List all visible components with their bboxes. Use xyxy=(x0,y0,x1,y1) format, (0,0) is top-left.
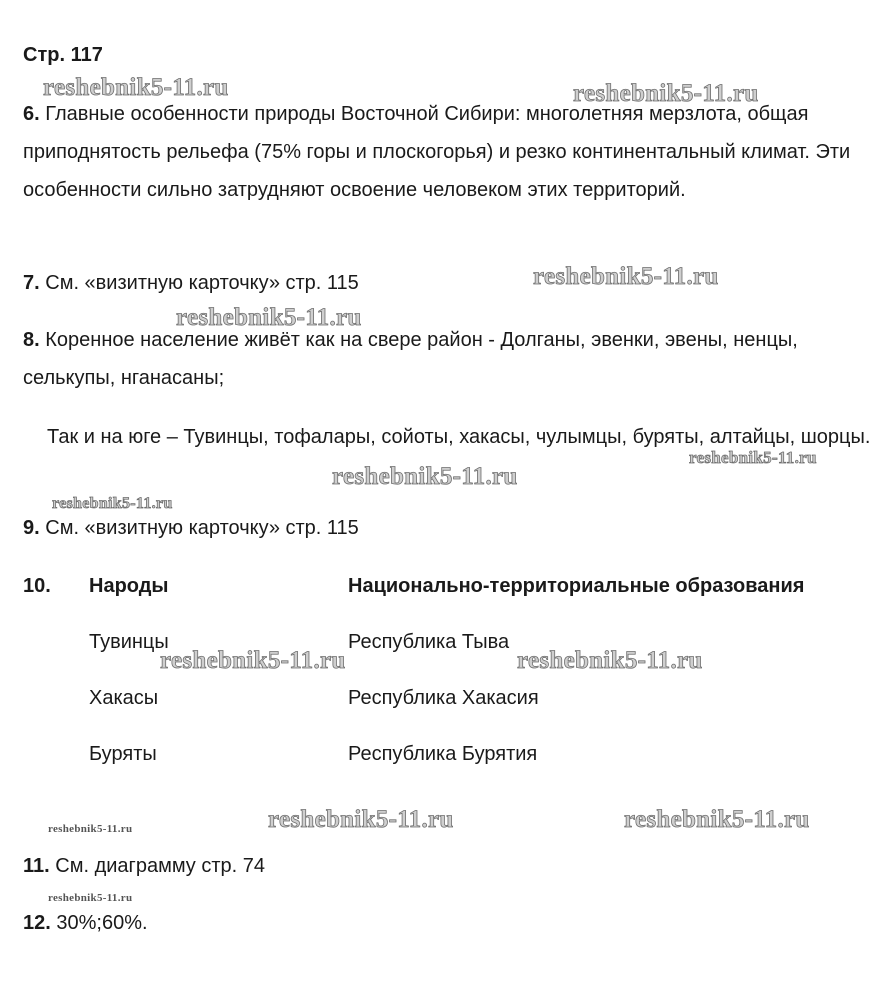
answer-8-text: Коренное население живёт как на свере район - Долганы, эвенки, эвены, ненцы, селькупы, нганасаны; xyxy=(23,329,798,389)
answer-7 xyxy=(23,264,880,302)
watermark: reshebnik5-11.ru xyxy=(573,80,759,107)
table-cell-people: Буряты xyxy=(89,743,157,765)
answer-6-text: Главные особенности природы Восточной Сибири: многолетняя мерзлота, общая приподнятость рельефа (75% горы и плоскогорья) и резко континентальный климат. Эти особенности сильно затрудняют освоение человеком этих территорий. xyxy=(23,103,851,201)
page-title: Стр. 117 xyxy=(23,44,103,66)
answer-12-number: 12. xyxy=(23,912,51,934)
watermark: reshebnik5-11.ru xyxy=(160,647,346,674)
answer-9-text: См. «визитную карточку» стр. 115 xyxy=(45,517,359,539)
answer-6 xyxy=(23,95,880,209)
answer-8-number: 8. xyxy=(23,329,40,351)
table-cell-region: Республика Бурятия xyxy=(348,743,538,765)
watermark: reshebnik5-11.ru xyxy=(624,806,810,833)
table-cell-region: Республика Хакасия xyxy=(348,687,539,709)
watermark: reshebnik5-11.ru xyxy=(517,647,703,674)
answer-8 xyxy=(23,321,880,397)
table-cell-region: Республика Тыва xyxy=(348,631,510,653)
watermark: reshebnik5-11.ru xyxy=(48,892,133,904)
table-header-peoples: Народы xyxy=(89,575,169,597)
answer-9 xyxy=(23,509,880,547)
table-header-regions: Национально-территориальные образования xyxy=(348,575,805,597)
watermark: reshebnik5-11.ru xyxy=(689,448,817,467)
watermark: reshebnik5-11.ru xyxy=(176,304,362,331)
answer-6-number: 6. xyxy=(23,103,40,125)
answer-11 xyxy=(23,847,880,885)
answer-12-text: 30%;60%. xyxy=(56,912,148,934)
watermark: reshebnik5-11.ru xyxy=(332,463,518,490)
watermark: reshebnik5-11.ru xyxy=(43,74,229,101)
answer-10-number: 10. xyxy=(23,575,51,597)
watermark: reshebnik5-11.ru xyxy=(52,495,173,512)
watermark: reshebnik5-11.ru xyxy=(48,823,133,835)
watermark: reshebnik5-11.ru xyxy=(533,263,719,290)
watermark: reshebnik5-11.ru xyxy=(268,806,454,833)
table-cell-people: Хакасы xyxy=(89,687,159,709)
answer-9-number: 9. xyxy=(23,517,40,539)
table-cell-people: Тувинцы xyxy=(89,631,169,653)
answer-7-number: 7. xyxy=(23,272,40,294)
answer-7-text: См. «визитную карточку» стр. 115 xyxy=(45,272,359,294)
answer-12 xyxy=(23,904,880,942)
answer-11-number: 11. xyxy=(23,855,50,877)
answer-8-text-2: Так и на юге – Тувинцы, тофалары, сойоты, хакасы, чулымцы, буряты, алтайцы, шорцы. xyxy=(47,426,871,448)
answer-11-text: См. диаграмму стр. 74 xyxy=(55,855,266,877)
